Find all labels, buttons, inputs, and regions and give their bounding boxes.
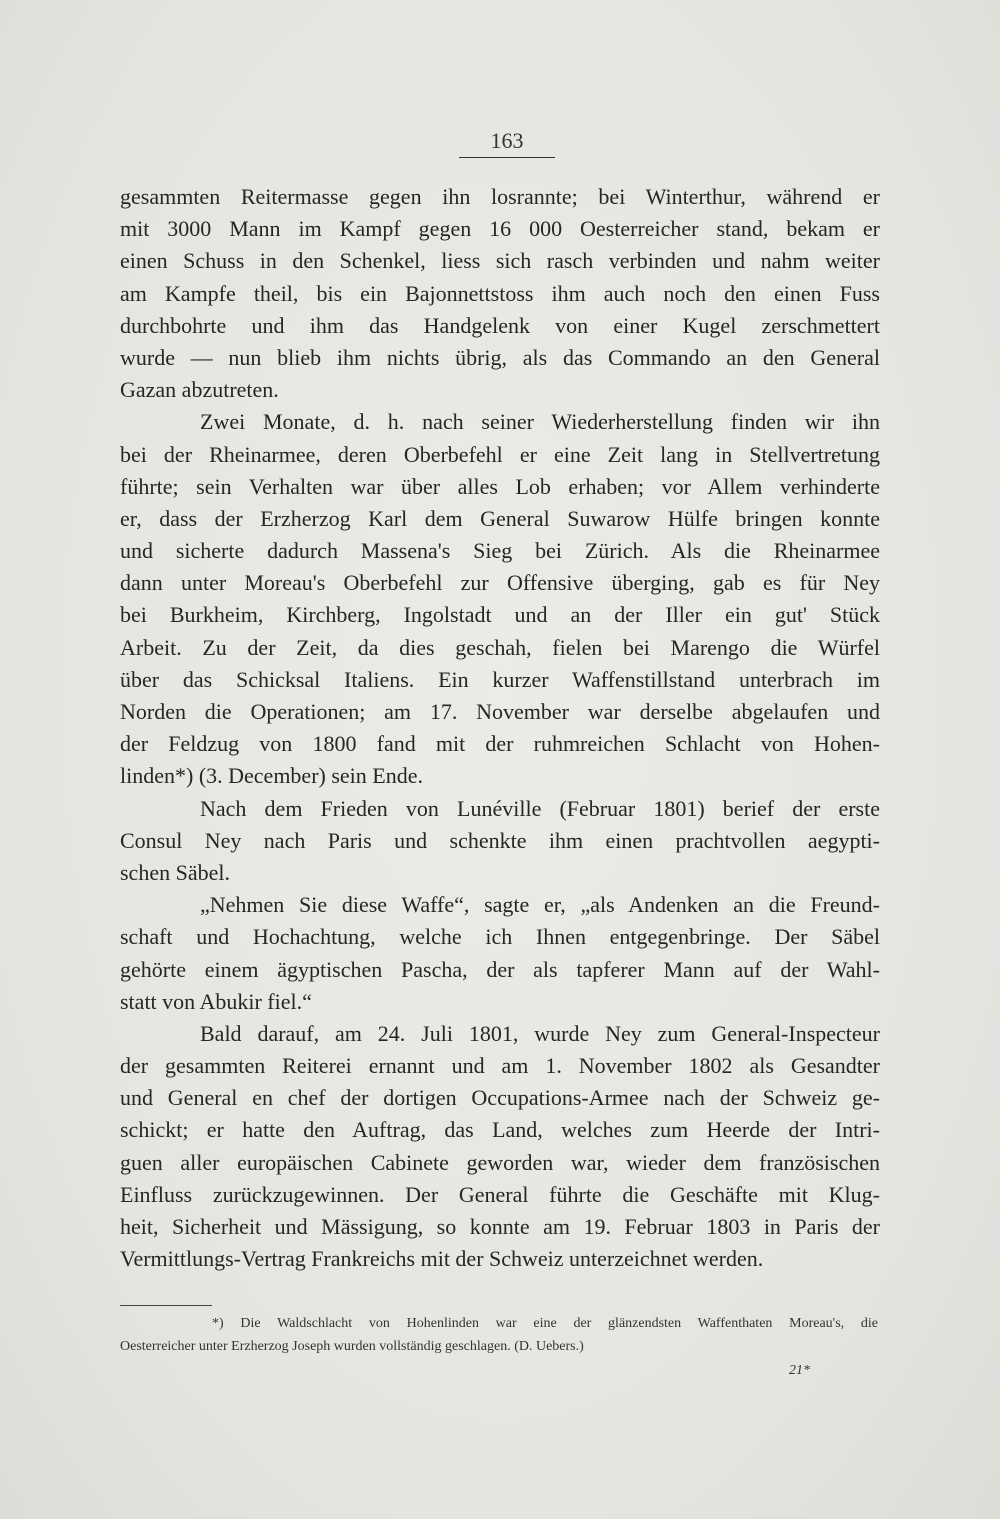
text-line: Arbeit. Zu der Zeit, da dies geschah, fielen bei Marengo die Würfel	[120, 634, 880, 660]
text-line: Gazan abzutreten.	[120, 377, 279, 403]
text-line: am Kampfe theil, bis ein Bajonnettstoss ihm auch noch den einen Fuss	[120, 280, 880, 306]
footnote	[120, 1312, 878, 1358]
page-number: 163	[490, 128, 524, 153]
text-line: mit 3000 Mann im Kampf gegen 16 000 Oesterreicher stand, bekam er	[120, 216, 880, 242]
text-line: heit, Sicherheit und Mässigung, so konnte am 19. Februar 1803 in Paris der	[120, 1214, 880, 1239]
text-line: der gesammten Reiterei ernannt und am 1. November 1802 als Gesandter	[120, 1053, 880, 1079]
text-line: bei der Rheinarmee, deren Oberbefehl er eine Zeit lang in Stellvertretung	[120, 441, 880, 467]
footnote-line: Oesterreicher unter Erzherzog Joseph wurden vollständig geschlagen. (D. Uebers.)	[120, 1339, 584, 1354]
text-line: „Nehmen Sie diese Waffe“, sagte er, „als Andenken an die Freund-	[200, 892, 880, 918]
text-line: Einfluss zurückzugewinnen. Der General führte die Geschäfte mit Klug-	[120, 1181, 880, 1207]
text-line: Vermittlungs-Vertrag Frankreichs mit der Schweiz unterzeichnet werden.	[120, 1246, 764, 1272]
text-line: führte; sein Verhalten war über alles Lob erhaben; vor Allem verhinderte	[120, 473, 880, 499]
text-line: er, dass der Erzherzog Karl dem General Suwarow Hülfe bringen konnte	[120, 505, 880, 531]
text-line: guen aller europäischen Cabinete geworden war, wieder dem französischen	[120, 1149, 880, 1175]
text-line: und General en chef der dortigen Occupations-Armee nach der Schweiz ge-	[120, 1085, 880, 1111]
text-line: Zwei Monate, d. h. nach seiner Wiederherstellung finden wir ihn	[200, 409, 880, 435]
text-line: schickt; er hatte den Auftrag, das Land, welches zum Heerde der Intri-	[120, 1117, 880, 1143]
text-line: linden*) (3. December) sein Ende.	[120, 763, 423, 789]
text-line: schen Säbel.	[120, 859, 230, 885]
paragraph	[120, 793, 880, 890]
text-line: und sicherte dadurch Massena's Sieg bei Zürich. Als die Rheinarmee	[120, 538, 880, 564]
text-line: wurde — nun blieb ihm nichts übrig, als das Commando an den General	[120, 344, 880, 370]
text-line: gehörte einem ägyptischen Pascha, der als tapferer Mann auf der Wahl-	[120, 956, 880, 982]
paragraph	[120, 181, 880, 406]
text-line: über das Schicksal Italiens. Ein kurzer Waffenstillstand unterbrach im	[120, 666, 880, 692]
footnote-line: *) Die Waldschlacht von Hohenlinden war eine der glänzendsten Waffenthaten Moreau's, die	[212, 1316, 878, 1331]
text-line: Bald darauf, am 24. Juli 1801, wurde Ney zum General-Inspecteur	[200, 1020, 880, 1046]
paragraph	[120, 406, 880, 792]
text-line: Nach dem Frieden von Lunéville (Februar 1801) berief der erste	[200, 795, 880, 821]
text-line: Consul Ney nach Paris und schenkte ihm einen prachtvollen aegypti-	[120, 827, 880, 853]
text-line: bei Burkheim, Kirchberg, Ingolstadt und an der Iller ein gut' Stück	[120, 602, 880, 628]
text-line: einen Schuss in den Schenkel, liess sich rasch verbinden und nahm weiter	[120, 248, 880, 274]
text-line: der Feldzug von 1800 fand mit der ruhmreichen Schlacht von Hohen-	[120, 731, 880, 757]
text-line: durchbohrte und ihm das Handgelenk von einer Kugel zerschmettert	[120, 312, 880, 338]
body-text	[120, 181, 880, 1275]
signature-mark: 21*	[789, 1363, 810, 1378]
footnote-separator	[120, 1305, 212, 1306]
text-line: schaft und Hochachtung, welche ich Ihnen entgegenbringe. Der Säbel	[120, 924, 880, 950]
text-line: statt von Abukir fiel.“	[120, 988, 312, 1014]
page-number-rule	[459, 157, 555, 158]
paragraph	[120, 889, 880, 1018]
text-line: gesammten Reitermasse gegen ihn losrannte; bei Winterthur, während er	[120, 184, 880, 209]
text-line: dann unter Moreau's Oberbefehl zur Offensive überging, gab es für Ney	[120, 570, 880, 596]
paragraph	[120, 1018, 880, 1276]
text-line: Norden die Operationen; am 17. November war derselbe abgelaufen und	[120, 699, 880, 724]
